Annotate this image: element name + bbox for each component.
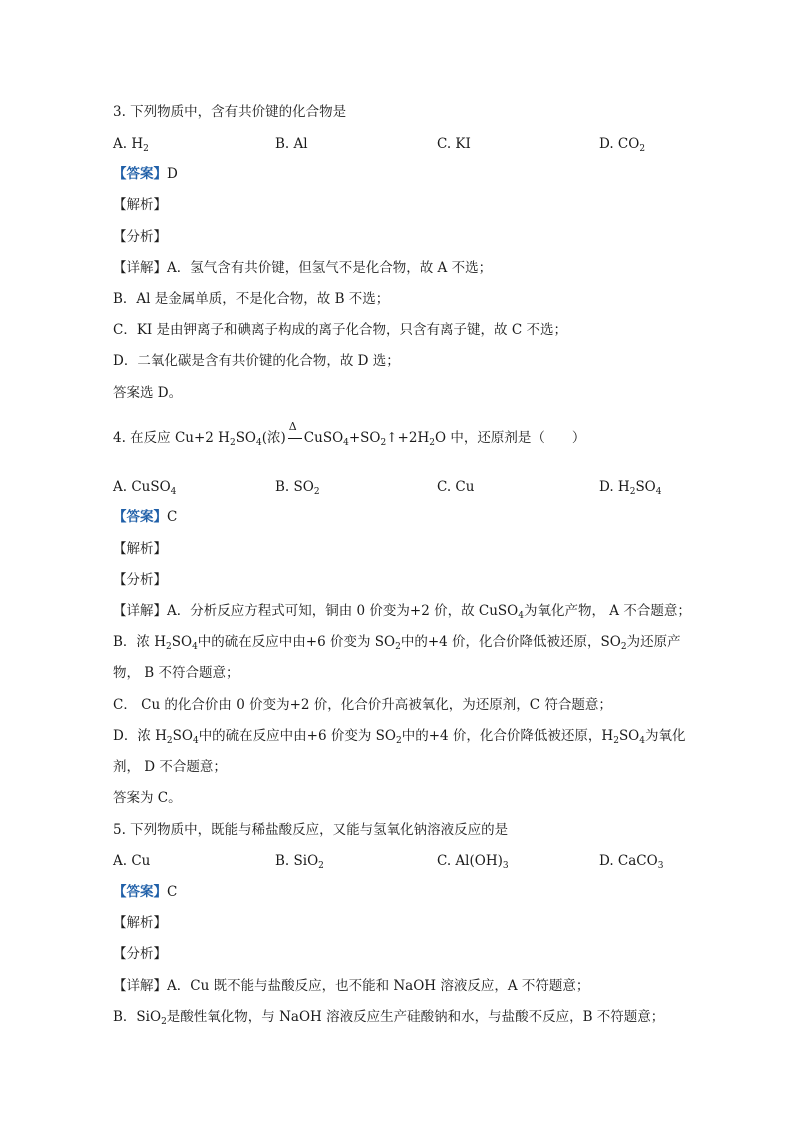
q3-detail-a: 【详解】A．氢气含有共价键，但氢气不是化合物，故 A 不选； (113, 260, 493, 276)
q5-option-d: D. CaCO$_3$ (599, 853, 664, 871)
q3-option-d: D. $CO_2$ (599, 136, 646, 154)
q5-option-a: A. Cu (113, 853, 151, 869)
q3-detail-c: C．KI 是由钾离子和碘离子构成的离子化合物，只含有离子键，故 C 不选； (113, 322, 567, 338)
q5-fenxi-heading: 【分析】 (113, 946, 167, 962)
q3-option-a: A. $H_2$ (113, 136, 149, 154)
q4-analysis-heading: 【解析】 (113, 541, 167, 557)
q5-stem: 5. 下列物质中，既能与稀盐酸反应，又能与氢氧化钠溶液反应的是 (113, 822, 509, 838)
q4-detail-d-cont: 剂， D 不合题意； (113, 759, 227, 775)
q5-analysis-heading: 【解析】 (113, 915, 167, 931)
q4-detail-a: 【详解】A．分析反应方程式可知，铜由 0 价变为+2 价，故 CuSO$_4$为氧化产物， A 不合题意； (113, 603, 691, 621)
q4-detail-b: B．浓 $H_2SO_4$中的硫在反应中由+6 价变为 $SO_2$中的+4 价，化合价降低被还原，$SO_2$为还原产 (113, 634, 681, 652)
q3-answer: 【答案】D (113, 166, 178, 182)
q4-stem: 4. 在反应 Cu+2 $H_2SO_4$(浓) Δ $CuSO_4+SO_2↑+2H_2O$ 中，还原剂是（ ） (113, 420, 586, 448)
q3-fenxi-heading: 【分析】 (113, 229, 167, 245)
q3-detail-b: B．Al 是金属单质，不是化合物，故 B 不选； (113, 291, 390, 307)
q3-option-c: C. KI (437, 136, 471, 152)
q4-detail-b-cont: 物， B 不符合题意； (113, 665, 240, 681)
q4-answer: 【答案】C (113, 509, 178, 525)
q4-option-c: C. Cu (437, 479, 475, 495)
q4-conclusion: 答案为 C。 (113, 790, 182, 806)
q5-answer: 【答案】C (113, 884, 178, 900)
q3-stem: 3. 下列物质中，含有共价键的化合物是 (113, 104, 347, 120)
q5-detail-a: 【详解】A．Cu 既不能与盐酸反应，也不能和 NaOH 溶液反应，A 不符题意； (113, 978, 590, 994)
q4-option-a: A. CuSO$_4$ (113, 479, 177, 497)
q4-option-d: D. $H_2SO_4$ (599, 479, 662, 497)
q4-option-b: B. $SO_2$ (275, 479, 320, 497)
q4-detail-d: D．浓 $H_2SO_4$中的硫在反应中由+6 价变为 $SO_2$中的+4 价，化合价降低被还原，$H_2SO_4$为氧化 (113, 728, 686, 746)
q4-fenxi-heading: 【分析】 (113, 572, 167, 588)
q4-detail-c: C． Cu 的化合价由 0 价变为+2 价，化合价升高被氧化，为还原剂，C 符合题意； (113, 697, 612, 713)
q3-analysis-heading: 【解析】 (113, 197, 167, 213)
reaction-heat-arrow: Δ (286, 428, 304, 448)
q3-detail-d: D．二氧化碳是含有共价键的化合物，故 D 选； (113, 353, 400, 369)
q5-detail-b: B．SiO$_2$是酸性氧化物，与 NaOH 溶液反应生产硅酸钠和水，与盐酸不反应，B 不符题意； (113, 1009, 665, 1027)
q3-option-b: B. Al (275, 136, 308, 152)
q3-conclusion: 答案选 D。 (113, 385, 183, 401)
q5-option-b: B. SiO$_2$ (275, 853, 324, 871)
q5-option-c: C. $Al(OH)_3$ (437, 853, 509, 871)
